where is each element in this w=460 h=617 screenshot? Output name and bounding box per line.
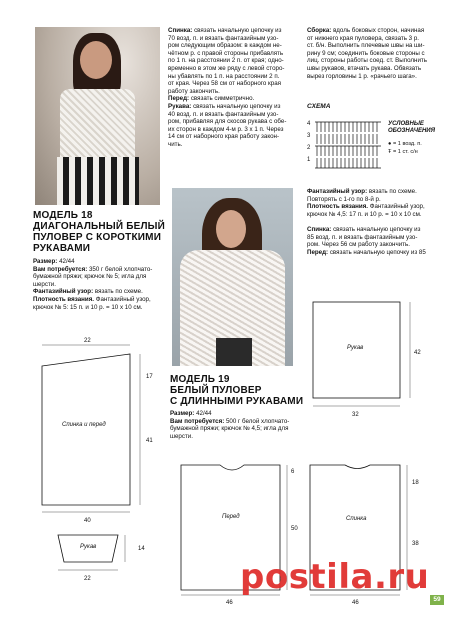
col2-line: 14 см от наборного края работу закон- [168,133,280,141]
col2-line: чить. [168,140,183,148]
model19-line: Спинка: связать начальную цепочку из [307,225,421,233]
p18-dim-top: 22 [84,338,91,344]
model19-line: ром. Через 56 см работу закончить. [307,241,410,249]
p18-dim-right: 41 [146,438,153,444]
p19-front-bottom: 46 [226,600,233,606]
p19-back-label: Спинка [346,516,367,522]
col3-line: рину 9 см; соединить боковые стороны с [307,49,425,57]
p18-dim-right-top: 17 [146,374,153,380]
p19-front-right-top: 6 [291,469,295,475]
p18-dim-bottom: 40 [84,518,91,524]
col2-line: работу закончить. [168,87,220,95]
p19-sleeve-label: Рукав [347,345,364,351]
col3-line: лиц. стороны работы соед. ст. Выполнить [307,57,427,65]
col2-line: от края. Через 58 см от наборного края [168,80,281,88]
col2-line: их сторон в каждом 4-м р. 3 х 1 п. Через [168,125,284,133]
p19-back-right-top: 18 [412,480,419,486]
col2-line: ны убавлять по 1 п. на расстоянии 2 п. [168,72,280,80]
pattern-18-body [42,354,130,505]
schema-row-2: 2 [307,145,311,151]
schema-title: СХЕМА [307,103,331,110]
col3-line: ст. б/н. Выполнить плечевые швы на ши- [307,42,425,50]
p19-sleeve-right: 42 [414,350,421,356]
schema-row-1: 1 [307,157,311,163]
col2-line: 40 возд. п. и вязать фантазийным узо- [168,110,279,118]
p19-back-right: 38 [412,541,419,547]
col2-line: Перед: связать симметрично. [168,95,255,103]
col2-line: ром, прибавляя для скосов рукава с обе- [168,118,287,126]
p19-front-label: Перед [222,514,240,520]
col2-line: ром следующим образом: в каждом не- [168,42,282,50]
model19-line: Плотность вязания. Фантазийный узор, [307,203,425,211]
watermark: postila.ru [240,557,430,597]
model-19-label: МОДЕЛЬ 19 [170,374,230,385]
model-18-title-3: РУКАВАМИ [33,243,91,254]
model19-line: Фантазийный узор: вязать по схеме. [307,188,417,195]
model19-line: крючок № 4,5: 17 п. и 10 р. = 10 х 10 см. [307,210,422,218]
model-19-specs: Размер: 42/44 Вам потребуется: 500 г белой хлопчато- бумажной пряжи; крючок № 4,5; игла для шерсти. [170,410,290,440]
page-number: 59 [430,595,444,605]
col2-line: 70 возд. п. и вязать фантазийным узо- [168,34,279,42]
col3-line: от нижнего края пуловера, связать 3 р. [307,34,419,42]
col2-line: чётном р. с правой стороны прибавлять [168,49,284,57]
col3-line: вырез горловины 1 р. «рачьего шага». [307,72,417,80]
schema-row-4: 4 [307,121,311,127]
model-19-title-1: БЕЛЫЙ ПУЛОВЕР [170,385,262,396]
col3-line: Сборка: вдоль боковых сторон, начиная [307,27,425,34]
model-18-title-1: ДИАГОНАЛЬНЫЙ БЕЛЫЙ [33,221,166,232]
col3-line: швы рукавов, втачать рукава. Обвязать [307,64,422,72]
p19-back-bottom: 46 [352,600,359,606]
p18-sleeve-bottom: 22 [84,576,91,582]
legend: ● = 1 возд. п. Ŧ = 1 ст. с/н [388,141,422,155]
col2-line: Спинка: связать начальную цепочку из [168,27,282,34]
double-crochet-symbol-icon: Ŧ [388,149,392,155]
col2-line: Рукава: связать начальную цепочку из [168,102,281,110]
model19-line: Перед: связать начальную цепочку из 85 [307,248,426,256]
p18-body-label: Спинка и перед [62,422,106,428]
model-19-title-2: С ДЛИННЫМИ РУКАВАМИ [170,396,304,407]
model19-line: Повторять с 1-го по 8-й р. [307,195,381,203]
p18-sleeve-right: 14 [138,546,145,552]
col2-line: временно в этом же ряду с левой сторо- [168,64,285,72]
model19-line: 85 возд. п. и вязать фантазийным узо- [307,233,418,241]
schema-row-3: 3 [307,133,311,139]
p19-sleeve-bottom: 32 [352,412,359,418]
p19-front-right: 50 [291,526,298,532]
legend-title: УСЛОВНЫЕ ОБОЗНАЧЕНИЯ [388,121,435,134]
model-18-label: МОДЕЛЬ 18 [33,210,93,221]
p18-sleeve-label: Рукав [80,544,97,550]
col2-line: по 1 п. на расстоянии 2 п. от края; одно- [168,57,284,65]
chain-symbol-icon: ● [388,141,392,147]
model-18-title-2: ПУЛОВЕР С КОРОТКИМИ [33,232,162,243]
model-18-specs: Размер: 42/44 Вам потребуется: 350 г белой хлопчато- бумажной пряжи; крючок № 5; игла для шерсти. Фантазийный узор: вязать по схеме. Плотность вязания. Фантазийный узор, крючок № 5: 15 п. и 10 р. = 10 х 10 см. [33,258,153,311]
